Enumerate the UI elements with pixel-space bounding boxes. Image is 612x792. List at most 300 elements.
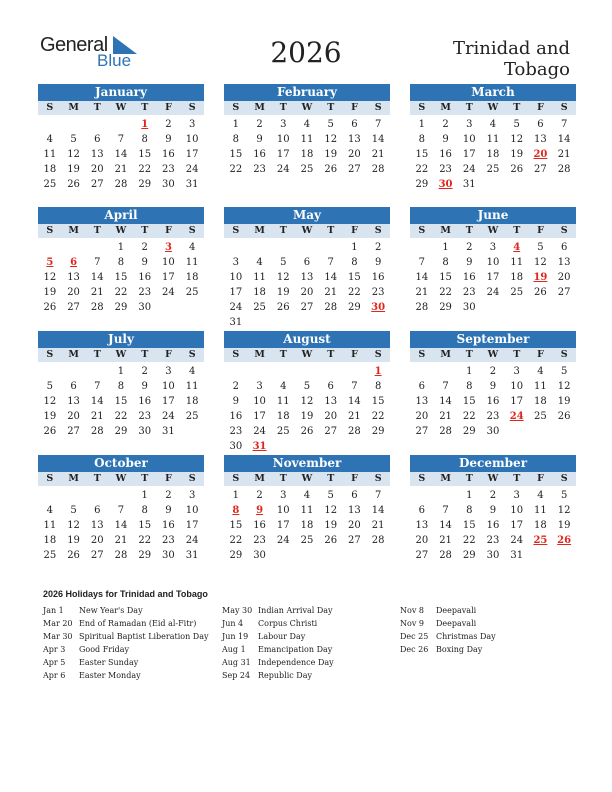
day-cell: 16 <box>138 396 152 407</box>
day-cell: 12 <box>557 505 571 516</box>
weekday-header-row <box>224 224 390 238</box>
day-cell: 20 <box>557 272 571 283</box>
holiday-name: Deepavali <box>436 619 477 628</box>
day-cell: 4 <box>537 366 544 377</box>
day-cell: 9 <box>442 134 449 145</box>
holiday-date: Sep 24 <box>222 671 251 680</box>
day-cell: 25 <box>185 287 199 298</box>
weekday-label: W <box>115 102 127 113</box>
month-header: October <box>38 455 204 472</box>
day-cell: 3 <box>165 366 172 377</box>
day-cell: 30 <box>253 550 266 561</box>
day-cell: 16 <box>439 149 452 160</box>
day-cell: 26 <box>276 302 290 313</box>
day-cell: 30 <box>138 426 152 437</box>
day-cell: 11 <box>534 381 547 392</box>
holiday-entry <box>400 630 580 643</box>
holiday-day-cell: 4 <box>513 242 521 253</box>
day-cell: 11 <box>510 257 524 268</box>
day-grid <box>38 240 204 315</box>
day-cell: 1 <box>117 366 125 377</box>
day-cell: 14 <box>439 396 452 407</box>
day-cell: 10 <box>162 257 175 268</box>
weekday-header-row <box>38 224 204 238</box>
weekday-label: M <box>254 473 265 484</box>
day-cell: 2 <box>141 366 148 377</box>
weekday-label: S <box>418 473 426 484</box>
weekday-label: M <box>440 349 451 360</box>
day-cell: 16 <box>486 520 500 531</box>
day-cell: 18 <box>486 149 500 160</box>
day-cell: 28 <box>371 535 385 546</box>
month-header: May <box>224 207 390 224</box>
day-cell: 29 <box>114 302 128 313</box>
weekday-label: S <box>374 349 382 360</box>
day-cell: 1 <box>232 119 240 130</box>
empty-day-cell <box>85 117 109 132</box>
day-cell: 26 <box>43 426 57 437</box>
day-cell: 15 <box>138 520 152 531</box>
weekday-label: S <box>232 225 240 236</box>
weekday-label: T <box>141 102 149 113</box>
day-cell: 28 <box>90 302 104 313</box>
day-cell: 24 <box>185 535 199 546</box>
holiday-entry <box>222 630 402 643</box>
day-cell: 15 <box>138 149 152 160</box>
day-cell: 7 <box>442 505 449 516</box>
day-cell: 24 <box>486 287 500 298</box>
day-cell: 12 <box>43 272 57 283</box>
holiday-entry <box>43 604 223 617</box>
day-cell: 21 <box>114 535 128 546</box>
day-cell: 15 <box>348 272 361 283</box>
weekday-label: T <box>513 225 521 236</box>
day-cell: 15 <box>114 396 128 407</box>
empty-day-cell <box>343 364 367 379</box>
day-cell: 6 <box>351 119 358 130</box>
weekday-label: W <box>301 473 313 484</box>
holiday-entry <box>222 643 402 656</box>
day-cell: 21 <box>371 520 385 531</box>
day-cell: 6 <box>303 257 311 268</box>
day-cell: 10 <box>185 505 199 516</box>
day-cell: 10 <box>162 381 175 392</box>
holiday-day-cell: 30 <box>371 302 386 313</box>
weekday-label: T <box>465 473 473 484</box>
day-cell: 13 <box>300 272 314 283</box>
day-cell: 13 <box>415 520 429 531</box>
month-header: June <box>410 207 576 224</box>
weekday-label: T <box>141 473 149 484</box>
weekday-label: M <box>68 102 79 113</box>
day-cell: 13 <box>348 134 361 145</box>
weekday-label: F <box>351 473 358 484</box>
day-cell: 7 <box>94 381 101 392</box>
weekday-label: S <box>418 349 426 360</box>
day-cell: 10 <box>276 134 290 145</box>
day-cell: 24 <box>276 535 290 546</box>
weekday-label: S <box>374 473 382 484</box>
holiday-name: Indian Arrival Day <box>258 606 333 615</box>
day-cell: 18 <box>510 272 524 283</box>
weekday-label: S <box>560 225 568 236</box>
day-cell: 15 <box>114 272 128 283</box>
day-cell: 3 <box>188 119 196 130</box>
holiday-entry <box>43 617 223 630</box>
empty-day-cell <box>295 240 319 255</box>
empty-day-cell <box>62 488 86 503</box>
holiday-entry <box>400 643 580 656</box>
empty-day-cell <box>38 488 62 503</box>
holiday-name: Boxing Day <box>436 645 483 654</box>
day-cell: 14 <box>371 134 385 145</box>
day-cell: 7 <box>374 490 382 501</box>
day-cell: 12 <box>67 149 80 160</box>
day-cell: 12 <box>67 520 80 531</box>
day-cell: 2 <box>165 490 172 501</box>
day-cell: 5 <box>70 134 77 145</box>
day-cell: 18 <box>534 396 547 407</box>
day-cell: 12 <box>557 381 571 392</box>
month-header: September <box>410 331 576 348</box>
day-cell: 27 <box>67 302 80 313</box>
weekday-label: T <box>327 102 335 113</box>
day-cell: 19 <box>557 396 571 407</box>
empty-day-cell <box>109 117 133 132</box>
day-cell: 13 <box>324 396 338 407</box>
day-cell: 31 <box>229 317 243 328</box>
day-cell: 8 <box>117 257 125 268</box>
day-cell: 20 <box>415 411 429 422</box>
day-cell: 12 <box>276 272 290 283</box>
page-title-year: 2026 <box>270 36 342 69</box>
day-grid <box>38 117 204 192</box>
day-cell: 16 <box>253 520 266 531</box>
day-cell: 16 <box>253 149 266 160</box>
empty-day-cell <box>38 364 62 379</box>
day-cell: 6 <box>418 381 426 392</box>
day-cell: 1 <box>351 242 358 253</box>
day-cell: 1 <box>466 366 473 377</box>
holiday-entry <box>222 656 402 669</box>
day-cell: 9 <box>256 134 263 145</box>
day-grid <box>224 364 390 454</box>
day-cell: 23 <box>439 164 452 175</box>
day-cell: 12 <box>324 134 338 145</box>
day-cell: 20 <box>348 149 361 160</box>
day-cell: 5 <box>46 381 54 392</box>
country-name: Trinidad and Tobago <box>452 38 570 80</box>
weekday-label: F <box>537 225 544 236</box>
day-cell: 11 <box>43 149 57 160</box>
day-cell: 6 <box>327 381 334 392</box>
weekday-label: W <box>301 349 313 360</box>
holidays-column <box>400 604 580 656</box>
day-cell: 4 <box>256 257 263 268</box>
day-cell: 23 <box>229 426 243 437</box>
day-cell: 7 <box>442 381 449 392</box>
weekday-label: S <box>374 225 382 236</box>
weekday-label: W <box>487 473 499 484</box>
day-cell: 3 <box>513 490 520 501</box>
day-cell: 28 <box>324 302 338 313</box>
day-grid <box>224 240 390 330</box>
holidays-column <box>43 604 223 682</box>
day-cell: 10 <box>229 272 243 283</box>
month-header: January <box>38 84 204 101</box>
holiday-day-cell: 20 <box>533 149 548 160</box>
weekday-label: T <box>513 473 521 484</box>
day-cell: 24 <box>276 164 290 175</box>
weekday-label: S <box>188 102 196 113</box>
logo-general-text: General <box>40 34 108 56</box>
day-cell: 7 <box>374 119 382 130</box>
day-cell: 1 <box>117 242 125 253</box>
day-cell: 18 <box>300 520 314 531</box>
day-cell: 23 <box>462 287 476 298</box>
day-cell: 27 <box>415 550 429 561</box>
day-cell: 17 <box>486 272 500 283</box>
holiday-day-cell: 26 <box>557 535 572 546</box>
day-cell: 8 <box>442 257 449 268</box>
month-september <box>410 331 576 439</box>
holiday-day-cell: 5 <box>46 257 54 268</box>
holiday-name: End of Ramadan (Eid al-Fitr) <box>79 619 197 628</box>
day-cell: 8 <box>466 381 473 392</box>
day-cell: 28 <box>348 426 361 437</box>
holiday-entry <box>222 617 402 630</box>
day-cell: 26 <box>67 179 80 190</box>
day-cell: 16 <box>138 272 152 283</box>
empty-day-cell <box>319 364 343 379</box>
day-cell: 22 <box>415 164 429 175</box>
holiday-day-cell: 9 <box>256 505 264 516</box>
holiday-entry <box>222 669 402 682</box>
day-cell: 2 <box>466 242 473 253</box>
day-cell: 12 <box>324 505 338 516</box>
day-cell: 21 <box>439 411 452 422</box>
day-cell: 28 <box>371 164 385 175</box>
holiday-day-cell: 1 <box>374 366 382 377</box>
day-cell: 21 <box>557 149 571 160</box>
day-cell: 19 <box>276 287 290 298</box>
weekday-label: W <box>115 349 127 360</box>
day-cell: 17 <box>185 520 199 531</box>
day-cell: 16 <box>462 272 476 283</box>
day-cell: 12 <box>43 396 57 407</box>
holidays-title: 2026 Holidays for Trinidad and Tobago <box>43 589 208 599</box>
day-cell: 29 <box>229 550 243 561</box>
day-cell: 23 <box>253 164 266 175</box>
empty-day-cell <box>410 240 434 255</box>
day-cell: 15 <box>229 520 243 531</box>
day-cell: 29 <box>138 550 152 561</box>
day-cell: 21 <box>439 535 452 546</box>
day-cell: 27 <box>348 164 361 175</box>
day-cell: 4 <box>489 119 497 130</box>
weekday-label: T <box>279 473 287 484</box>
day-cell: 5 <box>327 119 334 130</box>
day-cell: 26 <box>67 550 80 561</box>
day-cell: 8 <box>418 134 426 145</box>
month-january <box>38 84 204 192</box>
day-cell: 4 <box>188 242 196 253</box>
day-cell: 4 <box>46 505 54 516</box>
day-cell: 24 <box>162 411 175 422</box>
weekday-label: S <box>188 225 196 236</box>
day-cell: 19 <box>67 164 80 175</box>
day-cell: 23 <box>138 287 152 298</box>
day-cell: 24 <box>462 164 476 175</box>
day-cell: 22 <box>138 535 152 546</box>
day-cell: 8 <box>466 505 473 516</box>
holiday-day-cell: 30 <box>438 179 453 190</box>
day-cell: 30 <box>162 550 175 561</box>
day-cell: 12 <box>510 134 524 145</box>
day-cell: 29 <box>114 426 128 437</box>
weekday-label: W <box>301 225 313 236</box>
day-cell: 11 <box>43 520 57 531</box>
day-cell: 11 <box>185 257 199 268</box>
day-cell: 20 <box>324 411 338 422</box>
day-cell: 6 <box>537 119 544 130</box>
day-cell: 23 <box>371 287 385 298</box>
day-cell: 9 <box>165 134 172 145</box>
day-cell: 25 <box>486 164 500 175</box>
weekday-label: W <box>115 225 127 236</box>
day-grid <box>224 488 390 563</box>
day-cell: 22 <box>348 287 361 298</box>
weekday-label: F <box>351 225 358 236</box>
day-cell: 5 <box>560 366 568 377</box>
day-cell: 15 <box>462 520 476 531</box>
day-cell: 10 <box>276 505 290 516</box>
day-cell: 18 <box>300 149 314 160</box>
holiday-date: Aug 31 <box>222 658 251 667</box>
day-cell: 24 <box>510 535 524 546</box>
day-cell: 28 <box>439 426 452 437</box>
day-cell: 19 <box>43 287 57 298</box>
weekday-label: T <box>93 225 101 236</box>
weekday-header-row <box>410 348 576 362</box>
day-cell: 21 <box>415 287 429 298</box>
weekday-label: M <box>440 102 451 113</box>
month-october <box>38 455 204 563</box>
day-cell: 13 <box>415 396 429 407</box>
weekday-label: W <box>487 225 499 236</box>
weekday-label: T <box>141 349 149 360</box>
day-cell: 12 <box>534 257 547 268</box>
day-cell: 14 <box>324 272 338 283</box>
day-cell: 19 <box>324 520 338 531</box>
day-cell: 14 <box>371 505 385 516</box>
empty-day-cell <box>38 240 62 255</box>
day-cell: 11 <box>300 134 314 145</box>
holiday-name: Christmas Day <box>436 632 496 641</box>
day-cell: 3 <box>256 381 263 392</box>
day-grid <box>410 240 576 315</box>
day-cell: 24 <box>162 287 175 298</box>
day-cell: 2 <box>165 119 172 130</box>
day-cell: 4 <box>303 119 311 130</box>
day-cell: 7 <box>327 257 334 268</box>
day-grid <box>38 364 204 439</box>
day-cell: 13 <box>67 272 80 283</box>
day-cell: 10 <box>510 381 524 392</box>
holiday-date: Jun 4 <box>222 619 244 628</box>
day-cell: 19 <box>510 149 524 160</box>
day-cell: 27 <box>67 426 80 437</box>
day-cell: 13 <box>534 134 547 145</box>
day-cell: 8 <box>141 134 148 145</box>
holiday-entry <box>43 656 223 669</box>
day-cell: 2 <box>489 366 497 377</box>
day-cell: 9 <box>141 257 148 268</box>
weekday-label: T <box>465 225 473 236</box>
holiday-name: Easter Monday <box>79 671 141 680</box>
month-header: July <box>38 331 204 348</box>
weekday-label: S <box>374 102 382 113</box>
weekday-label: W <box>487 349 499 360</box>
day-cell: 29 <box>462 426 476 437</box>
weekday-label: S <box>232 473 240 484</box>
day-cell: 5 <box>537 242 544 253</box>
day-cell: 19 <box>300 411 314 422</box>
day-cell: 24 <box>229 302 243 313</box>
day-cell: 16 <box>486 396 500 407</box>
weekday-label: S <box>188 473 196 484</box>
weekday-label: F <box>165 473 172 484</box>
empty-day-cell <box>271 240 295 255</box>
weekday-label: F <box>537 473 544 484</box>
holiday-entry <box>43 669 223 682</box>
day-cell: 7 <box>117 505 125 516</box>
weekday-header-row <box>410 101 576 115</box>
weekday-label: T <box>327 225 335 236</box>
month-header: February <box>224 84 390 101</box>
weekday-label: S <box>46 349 54 360</box>
day-cell: 23 <box>253 535 266 546</box>
weekday-label: S <box>46 102 54 113</box>
day-cell: 10 <box>486 257 500 268</box>
weekday-label: S <box>418 225 426 236</box>
day-cell: 28 <box>557 164 571 175</box>
day-cell: 1 <box>466 490 473 501</box>
weekday-label: S <box>232 102 240 113</box>
holiday-date: Nov 8 <box>400 606 424 615</box>
holiday-date: Dec 25 <box>400 632 429 641</box>
weekday-label: T <box>465 102 473 113</box>
weekday-label: M <box>254 102 265 113</box>
day-cell: 11 <box>534 505 547 516</box>
day-cell: 27 <box>557 287 571 298</box>
weekday-label: F <box>165 349 172 360</box>
day-cell: 7 <box>94 257 101 268</box>
day-cell: 23 <box>162 535 175 546</box>
day-cell: 2 <box>374 242 382 253</box>
weekday-label: S <box>560 349 568 360</box>
holiday-date: Jun 19 <box>222 632 249 641</box>
day-cell: 25 <box>276 426 290 437</box>
day-cell: 29 <box>439 302 452 313</box>
day-cell: 20 <box>415 535 429 546</box>
day-cell: 7 <box>351 381 358 392</box>
day-cell: 9 <box>165 505 172 516</box>
weekday-label: T <box>93 473 101 484</box>
day-cell: 1 <box>418 119 426 130</box>
day-cell: 28 <box>415 302 429 313</box>
day-cell: 31 <box>185 179 199 190</box>
